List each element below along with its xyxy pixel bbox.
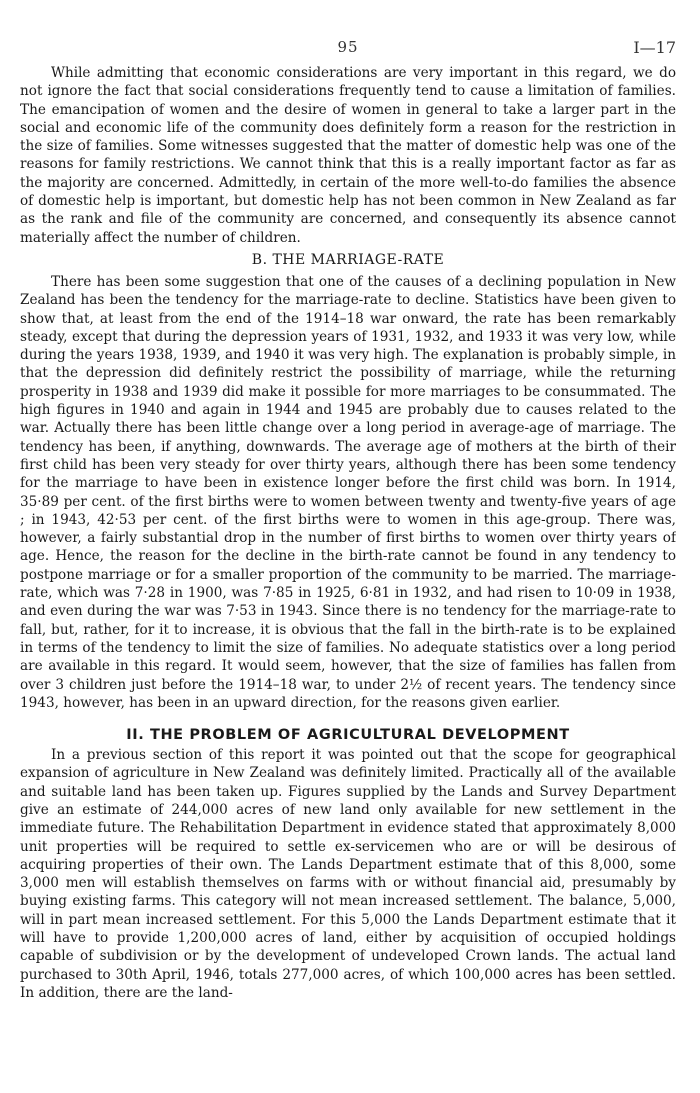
paragraph-social-considerations: While admitting that economic considerations are very important in this regard, we do not ignore the fact that social considerations frequently tend to cause a limitation of families. The emancipation of women and the desire of women in general to take a larger part in the social and economic life of the community does definitely form a reason for the restriction in the size of families. Some witnesses suggested that the matter of domestic help was one of the reasons for family restrictions. We cannot think that this is a really important factor as far as the majority are concerned. Admittedly, in certain of the more well-to-do families the absence of domestic help is important, but domestic help has not been common in New Zealand as far as the rank and file of the community are concerned, and consequently its absence cannot materially affect the number of children. (20, 65, 676, 246)
document-reference: I—17 (633, 38, 676, 57)
page-number: 95 (337, 38, 359, 56)
section-heading-marriage-rate: B. THE MARRIAGE-RATE (251, 251, 445, 268)
paragraph-marriage-rate: There has been some suggestion that one of the causes of a declining population in New Zealand has been the tendency for the marriage-rate to decline. Statistics have been given to show that, at least from the end of the 1914–18 war onward, the rate has been remarkably steady, except that during the depression years of 1931, 1932, and 1933 it was very low, while during the years 1938, 1939, and 1940 it was very high. The explanation is probably simple, in that the depression did definitely restrict the possibility of marriage, while the returning prosperity in 1938 and 1939 did make it possible for more marriages to be consummated. The high figures in 1940 and again in 1944 and 1945 are probably due to causes related to the war. Actually there has been little change over a long period in average-age of marriage. The tendency has been, if anything, downwards. The average age of mothers at the birth of their first child has been very steady for over thirty years, although there has been some tendency for the marriage to have been in existence longer before the first child was born. In 1914, 35·89 per cent. of the first births were to women between twenty and twenty-five years of age ; in 1943, 42·53 per cent. of the first births were to women in this age-group. There was, however, a fairly substantial drop in the number of first births to women over thirty years of age. Hence, the reason for the decline in the birth-rate cannot be found in any tendency to postpone marriage or for a smaller proportion of the community to be married. The marriage-rate, which was 7·28 in 1900, was 7·85 in 1925, 6·81 in 1932, and had risen to 10·09 in 1938, and even during the war was 7·53 in 1943. Since there is no tendency for the marriage-rate to fall, but, rather, for it to increase, it is obvious that the fall in the birth-rate is to be explained in terms of the tendency to limit the size of families. No adequate statistics over a long period are available in this regard. It would seem, however, that the size of families has fallen from over 3 children just before the 1914–18 war, to under 2½ of recent years. The tendency since 1943, however, has been in an upward direction, for the reasons given earlier. (20, 273, 676, 711)
paragraph-agricultural-development: In a previous section of this report it was pointed out that the scope for geographical expansion of agriculture in New Zealand was definitely limited. Practically all of the available and suitable land has been taken up. Figures supplied by the Lands and Survey Department give an estimate of 244,000 acres of new land only available for new settlement in the immediate future. The Rehabilitation Department in evidence stated that approximately 8,000 unit properties will be required to settle ex-servicemen who are or will be desirous of acquiring properties of their own. The Lands Department estimate that of this 8,000, some 3,000 men will establish themselves on farms with or without financial aid, presumably by buying existing farms. This category will not mean increased settlement. The balance, 5,000, will in part mean increased settlement. For this 5,000 the Lands Department estimate that it will have to provide 1,200,000 acres of land, either by acquisition of occupied holdings capable of subdivision or by the development of undeveloped Crown lands. The actual land purchased to 30th April, 1946, totals 277,000 acres, of which 100,000 acres has been settled. In addition, there are the land- (20, 747, 676, 1001)
document-page (20, 38, 676, 1078)
section-heading-agricultural-development: II. THE PROBLEM OF AGRICULTURAL DEVELOPMENT (126, 727, 570, 744)
page-header (20, 38, 676, 64)
